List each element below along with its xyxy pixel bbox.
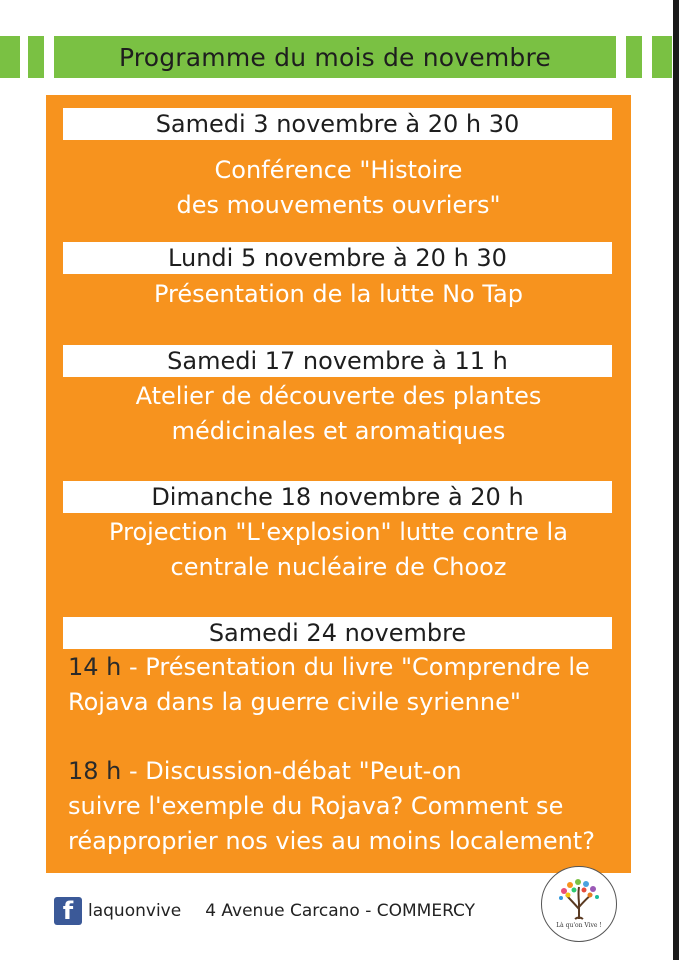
- green-stripe: [0, 36, 20, 78]
- footer: [54, 893, 475, 929]
- address: 4 Avenue Carcano - COMMERCY: [205, 901, 476, 921]
- green-stripe: [626, 36, 642, 78]
- logo-tree-icon: [541, 866, 617, 942]
- event-description: Atelier de découverte des plantes médicinales et aromatiques: [135, 382, 542, 445]
- event-description: Présentation de la lutte No Tap: [154, 280, 523, 308]
- event-description: Projection "L'explosion" lutte contre la centrale nucléaire de Chooz: [109, 518, 568, 581]
- event-date: Dimanche 18 novembre à 20 h: [63, 481, 612, 513]
- session-hour: 18 h: [68, 757, 122, 785]
- facebook-page-name[interactable]: laquonvive: [88, 901, 182, 921]
- session-14h: 14 h - Présentation du livre "Comprendre le Rojava dans la guerre civile syrienne": [68, 653, 590, 716]
- green-stripe: [652, 36, 672, 78]
- event-description: Conférence "Histoire des mouvements ouvriers": [176, 156, 501, 219]
- logo-caption: Là qu'on Vive !: [556, 922, 602, 929]
- session-hour: 14 h: [68, 653, 122, 681]
- event-date: Lundi 5 novembre à 20 h 30: [63, 242, 612, 274]
- program-panel: [46, 95, 631, 873]
- session-18h: 18 h - Discussion-débat "Peut-on suivre l'exemple du Rojava? Comment se réapproprier nos vies au moins localement?: [68, 757, 595, 855]
- page-title: Programme du mois de novembre: [54, 36, 616, 78]
- event-date: Samedi 17 novembre à 11 h: [63, 345, 612, 377]
- facebook-icon[interactable]: f: [54, 897, 82, 925]
- event-date: Samedi 24 novembre: [63, 617, 612, 649]
- green-stripe: [28, 36, 44, 78]
- event-date: Samedi 3 novembre à 20 h 30: [63, 108, 612, 140]
- frame-border: [673, 0, 679, 960]
